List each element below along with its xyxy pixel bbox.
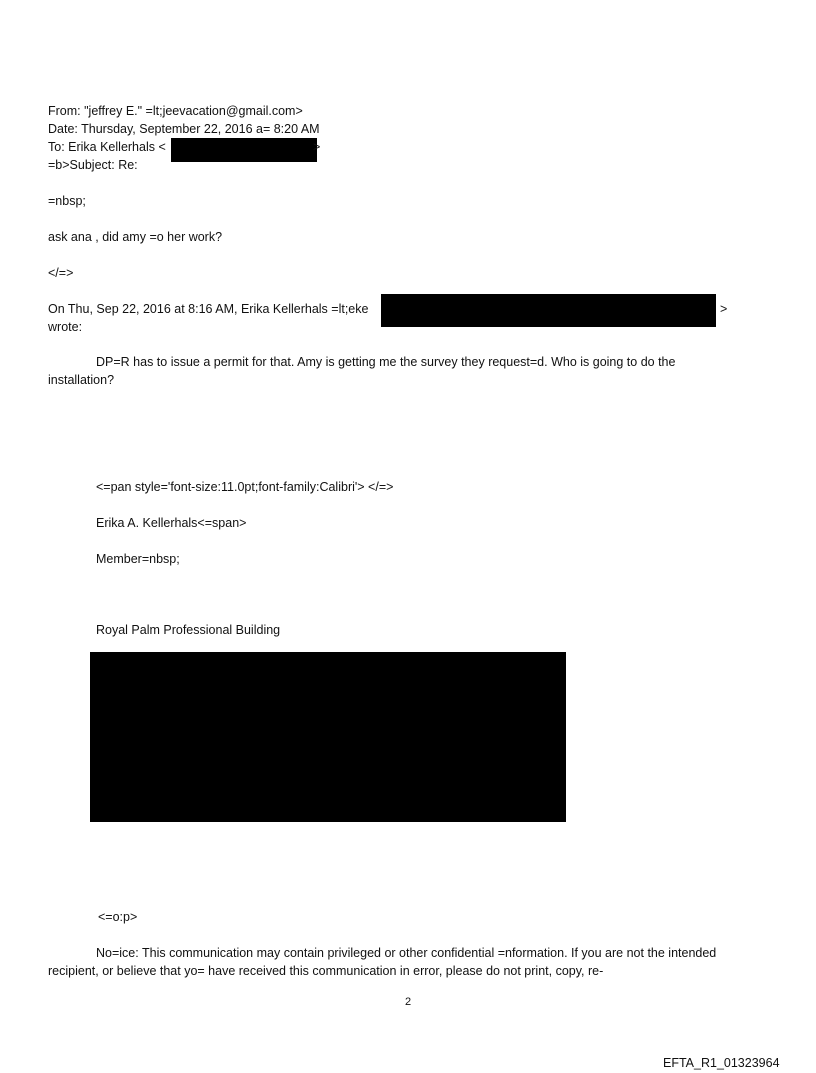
quote-intro-suffix: > xyxy=(720,302,728,316)
redaction-quote-email xyxy=(381,294,716,327)
header-subject: =b>Subject: Re: xyxy=(48,158,138,172)
document-id: EFTA_R1_01323964 xyxy=(663,1056,780,1070)
header-to-suffix: > xyxy=(313,140,321,154)
header-from: From: "jeffrey E." =lt;jeevacation@gmail.com> xyxy=(48,104,303,118)
confidentiality-notice: No=ice: This communication may contain privileged or other confidential =nformation. If you are not the intended recipient, or believe that yo= have received this communication in error, please do not print, copy, re- xyxy=(48,946,717,978)
redaction-to-address xyxy=(171,138,317,162)
header-to-prefix: To: Erika Kellerhals < xyxy=(48,140,166,154)
quoted-message: DP=R has to issue a permit for that. Amy is getting me the survey they request=d. Who is going to do the installation? xyxy=(48,355,676,387)
page-number: 2 xyxy=(404,996,412,1008)
redaction-address-block xyxy=(90,652,566,822)
signature-member: Member=nbsp; xyxy=(96,552,180,566)
body-nbsp: =nbsp; xyxy=(48,194,86,208)
body-close-tag: </=> xyxy=(48,266,74,280)
signature-op-tag: <=o:p> xyxy=(98,910,138,924)
signature-building: Royal Palm Professional Building xyxy=(96,623,281,637)
signature-name: Erika A. Kellerhals<=span> xyxy=(96,516,247,530)
quote-intro: On Thu, Sep 22, 2016 at 8:16 AM, Erika Kellerhals =lt;eke xyxy=(48,302,369,316)
signature-span-tag: <=pan style='font-size:11.0pt;font-family:Calibri'> </=> xyxy=(96,480,394,494)
header-date: Date: Thursday, September 22, 2016 a= 8:20 AM xyxy=(48,122,320,136)
body-reply: ask ana , did amy =o her work? xyxy=(48,230,223,244)
quote-intro-wrote: wrote: xyxy=(48,320,83,334)
